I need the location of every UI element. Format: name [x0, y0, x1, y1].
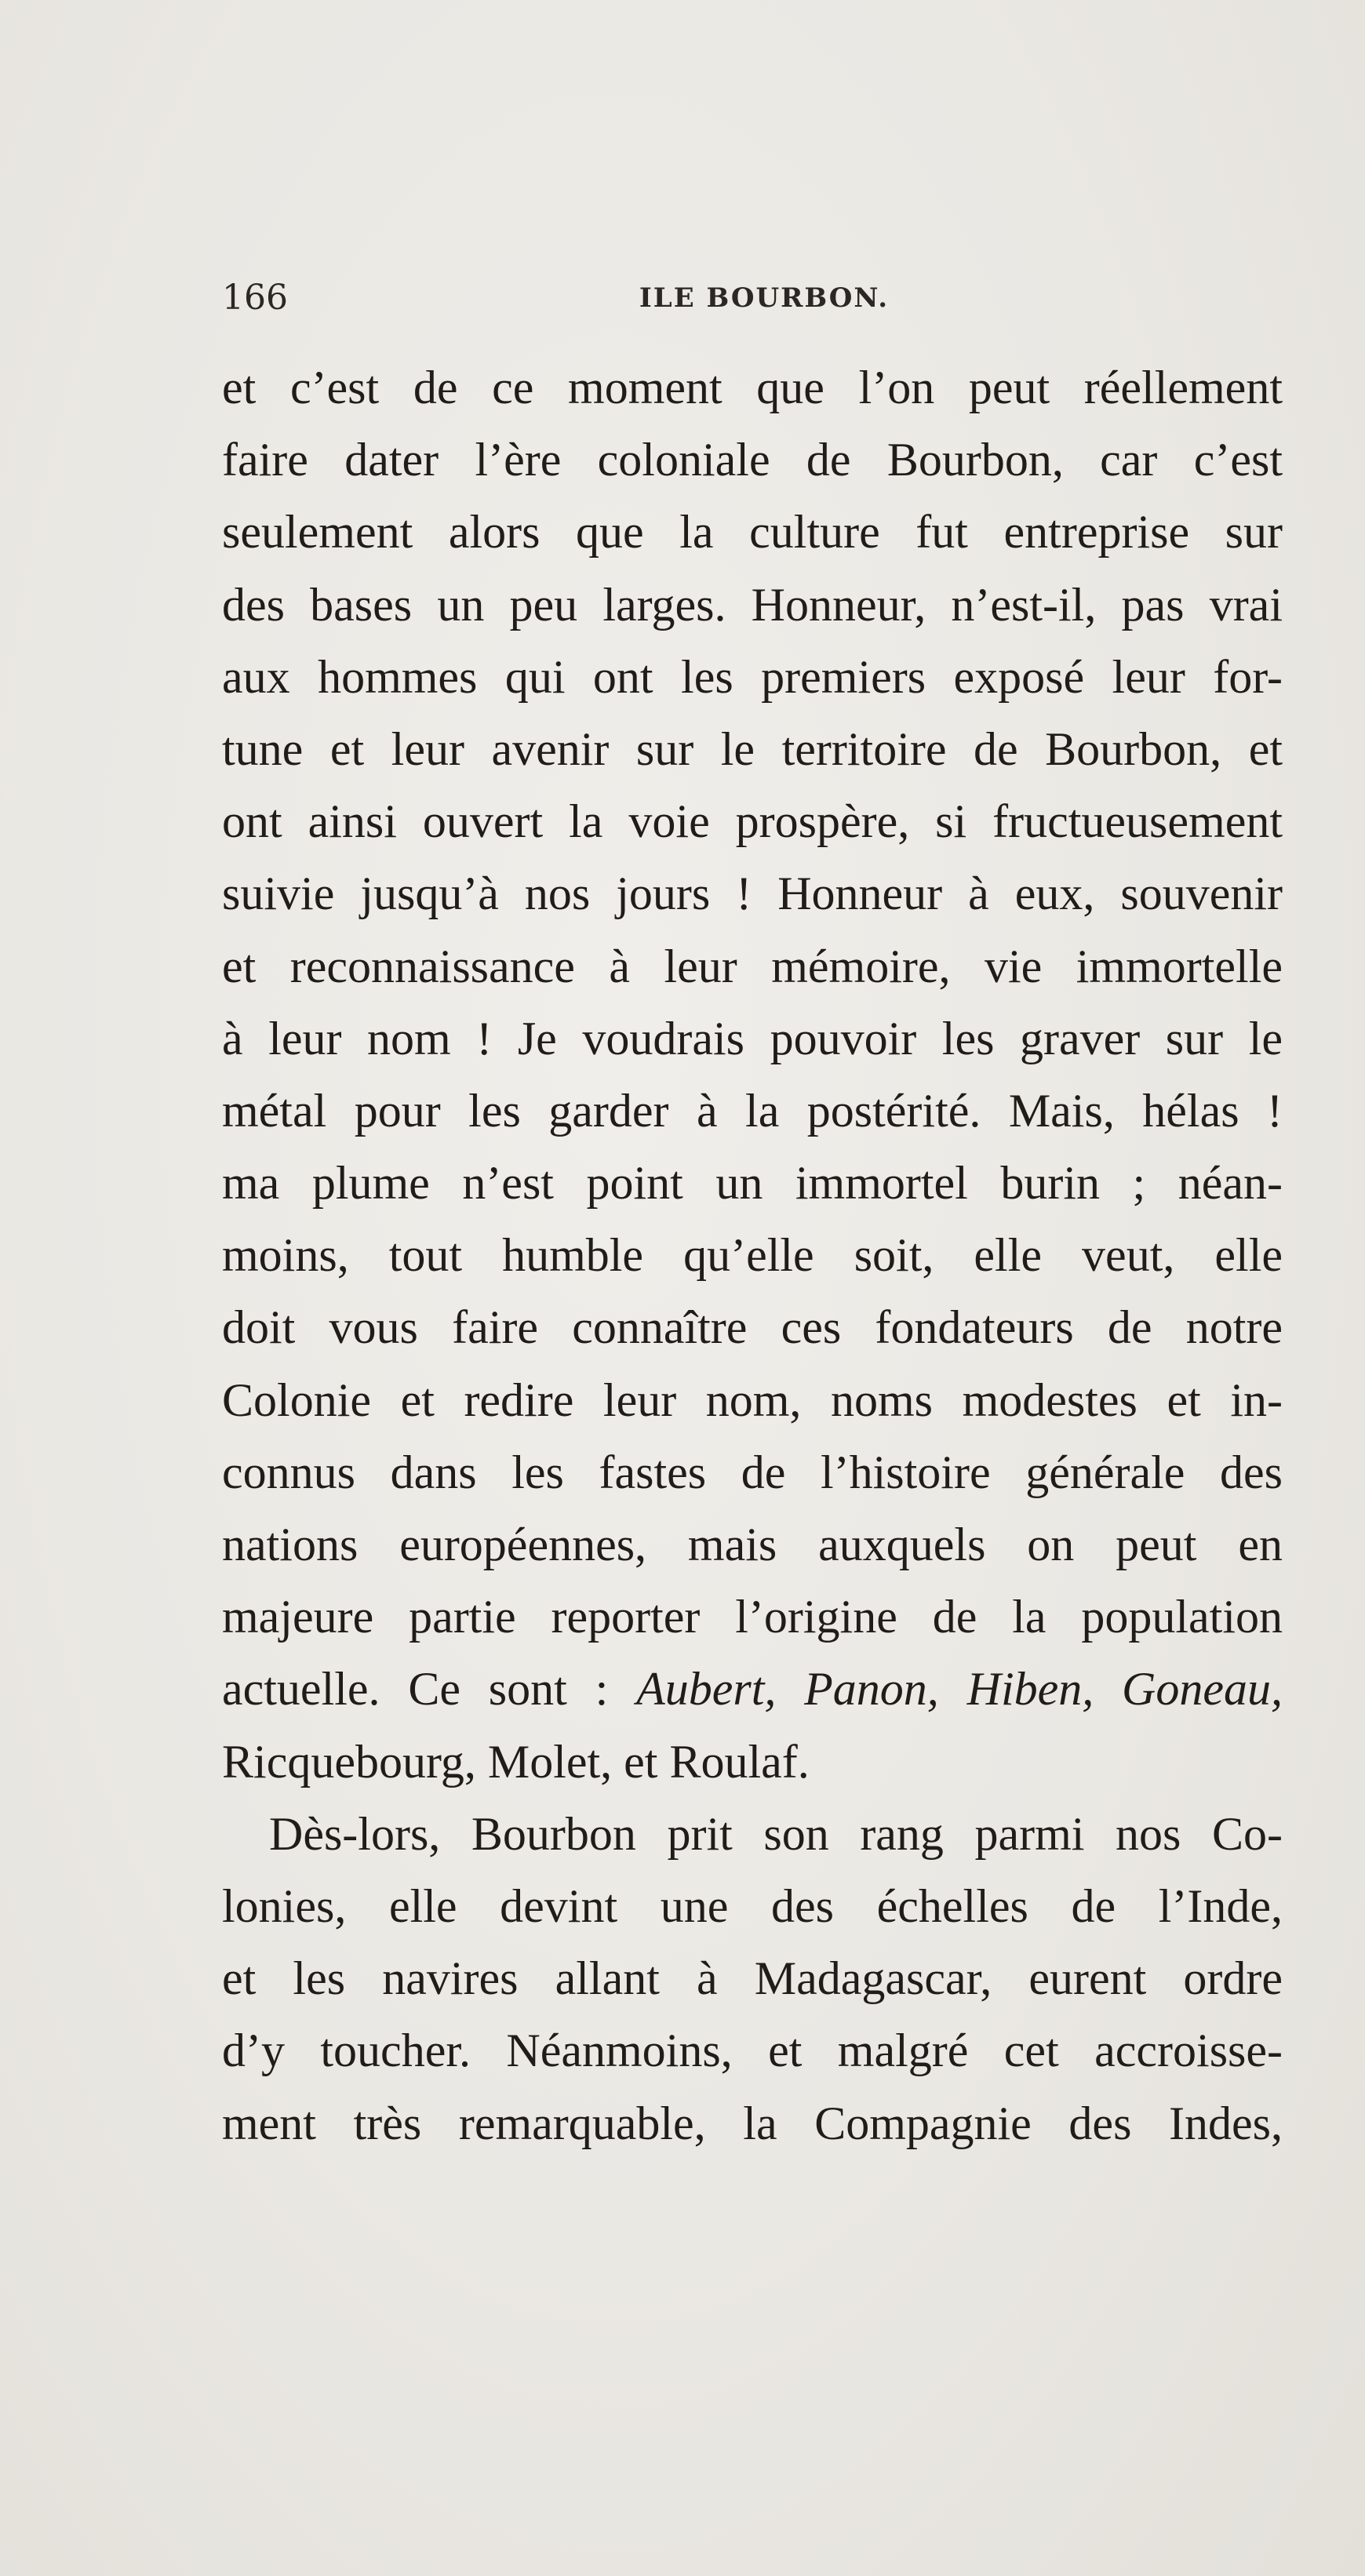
text-line: connus dans les fastes de l’histoire générale des — [222, 1446, 1283, 1498]
text-line: ma plume n’est point un immortel burin ; néan- — [222, 1157, 1283, 1210]
text-line-with-names — [222, 1653, 1283, 1725]
text-line: Colonie et redire leur nom, noms modestes et in- — [222, 1374, 1283, 1426]
text-line: d’y toucher. Néanmoins, et malgré cet accroisse- — [222, 2025, 1283, 2077]
text-line: Dès-lors, Bourbon prit son rang parmi nos Co- — [269, 1807, 1283, 1860]
body-text — [222, 351, 1283, 2159]
text-line: seulement alors que la culture fut entreprise sur — [222, 506, 1283, 558]
text-line: doit vous faire connaître ces fondateurs de notre — [222, 1301, 1283, 1354]
italic-names-line: Ricquebourg, Molet, et Roulaf. — [222, 1735, 810, 1788]
text-line: moins, tout humble qu’elle soit, elle veut, elle — [222, 1229, 1283, 1282]
italic-names: Aubert, Panon, Hiben, Goneau, — [636, 1663, 1283, 1716]
text-line: et les navires allant à Madagascar, eurent ordre — [222, 1952, 1283, 2005]
text-line: aux hommes qui ont les premiers exposé leur for- — [222, 650, 1283, 703]
text-line: des bases un peu larges. Honneur, n’est-il, pas vrai — [222, 578, 1283, 631]
text-line: métal pour les garder à la postérité. Mais, hélas ! — [222, 1084, 1283, 1137]
text-line: faire dater l’ère coloniale de Bourbon, car c’est — [222, 434, 1283, 486]
text-line: à leur nom ! Je voudrais pouvoir les graver sur le — [222, 1012, 1283, 1064]
text-line: suivie jusqu’à nos jours ! Honneur à eux, souvenir — [222, 868, 1283, 920]
text-line: tune et leur avenir sur le territoire de Bourbon, et — [222, 722, 1283, 775]
text-line: et reconnaissance à leur mémoire, vie immortelle — [222, 940, 1283, 992]
text-line: lonies, elle devint une des échelles de l’Inde, — [222, 1879, 1283, 1932]
text-line: et c’est de ce moment que l’on peut réellement — [222, 362, 1283, 413]
page-number: 166 — [222, 278, 288, 318]
text-line: ment très remarquable, la Compagnie des Indes, — [222, 2097, 1283, 2149]
text-line: nations européennes, mais auxquels on peut en — [222, 1519, 1283, 1570]
page-header — [222, 275, 1283, 322]
text-line: majeure partie reporter l’origine de la population — [222, 1591, 1283, 1643]
text-segment: actuelle. Ce sont : — [222, 1663, 637, 1716]
text-line: ont ainsi ouvert la voie prospère, si fructueusement — [222, 795, 1283, 848]
running-head: ILE BOURBON. — [639, 282, 890, 314]
